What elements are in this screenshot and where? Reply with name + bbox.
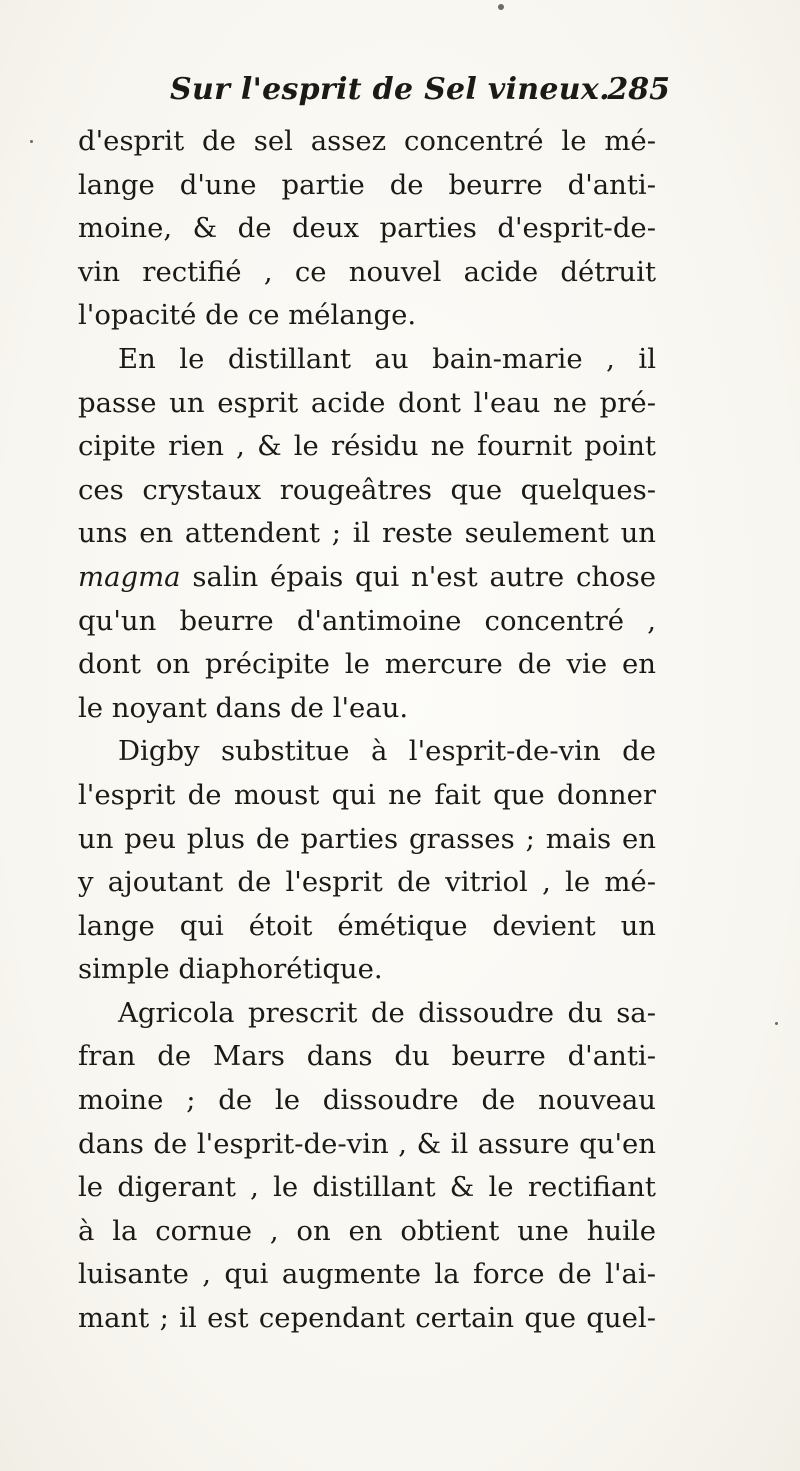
text-line: moine ; de le dissoudre de nouveau — [78, 1084, 656, 1117]
text-line: Agricola prescrit de dissoudre du sa- — [118, 996, 656, 1029]
text-line: qu'un beurre d'antimoine concentré , — [78, 604, 656, 637]
running-head: Sur l'esprit de Sel vineux. — [170, 72, 610, 107]
text-line: mant ; il est cependant certain que quel- — [78, 1302, 656, 1335]
text-line: lange d'une partie de beurre d'anti- — [78, 168, 656, 201]
text-line-with-italic — [78, 556, 656, 600]
text-line: dans de l'esprit-de-vin , & il assure qu'en — [78, 1127, 656, 1160]
text-line: Digby substitue à l'esprit-de-vin de — [118, 735, 656, 768]
text-line: lange qui étoit émétique devient un — [78, 909, 656, 942]
italic-word: magma — [78, 560, 181, 593]
page-header — [170, 72, 670, 116]
text-line: passe un esprit acide dont l'eau ne pré- — [78, 386, 656, 419]
text-line: En le distillant au bain-marie , il — [118, 342, 656, 375]
text-line: le digerant , le distillant & le rectifiant — [78, 1171, 656, 1204]
text-line: cipite rien , & le résidu ne fournit point — [78, 430, 656, 463]
text-line: salin épais qui n'est autre chose — [192, 560, 656, 593]
body-text — [78, 120, 656, 1341]
text-line: l'opacité de ce mélange. — [78, 299, 417, 332]
text-line: l'esprit de moust qui ne fait que donner — [78, 778, 656, 811]
text-line: uns en attendent ; il reste seulement un — [78, 517, 656, 550]
page-number: 285 — [607, 72, 670, 107]
text-line: moine, & de deux parties d'esprit-de- — [78, 212, 656, 245]
text-line: un peu plus de parties grasses ; mais en — [78, 822, 656, 855]
text-line: d'esprit de sel assez concentré le mé- — [78, 125, 656, 157]
text-line: à la cornue , on en obtient une huile — [78, 1214, 656, 1247]
text-line: le noyant dans de l'eau. — [78, 691, 409, 724]
text-line: ces crystaux rougeâtres que quelques- — [78, 473, 656, 506]
text-line: dont on précipite le mercure de vie en — [78, 648, 656, 681]
text-line: fran de Mars dans du beurre d'anti- — [78, 1040, 656, 1073]
text-line: vin rectifié , ce nouvel acide détruit — [78, 255, 656, 288]
text-line: luisante , qui augmente la force de l'ai- — [78, 1258, 656, 1291]
text-line: simple diaphorétique. — [78, 953, 383, 986]
text-line: y ajoutant de l'esprit de vitriol , le mé- — [78, 866, 656, 899]
